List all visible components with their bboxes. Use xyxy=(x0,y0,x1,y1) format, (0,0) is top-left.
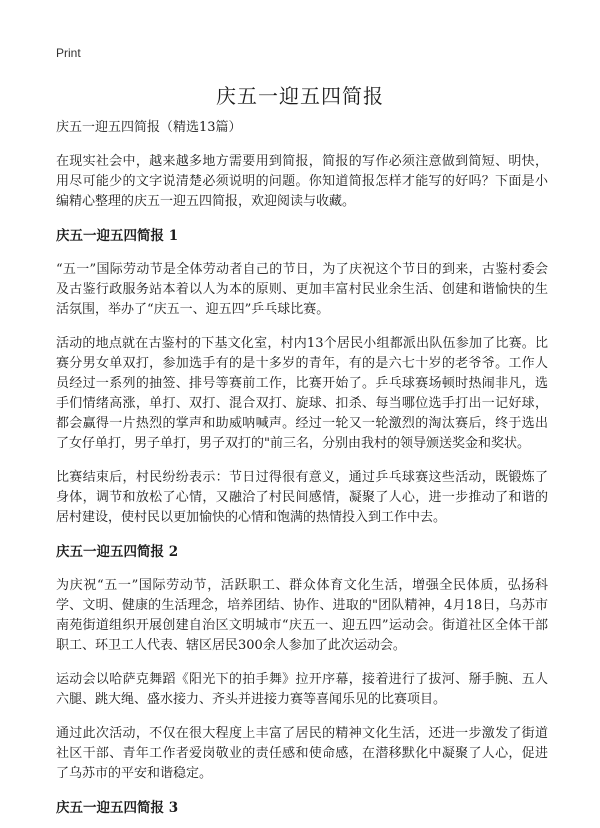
section-paragraph: 比赛结束后，村民纷纷表示：节日过得很有意义，通过乒乓球赛这些活动，既锻炼了身体，调节和放松了心情，又融洽了村民间感情，凝聚了人心，进一步推动了和谐的居村建设，使村民以更加愉快的心情和饱满的热情投入到工作中去。 xyxy=(56,470,548,525)
section-paragraph: 活动的地点就在古鉴村的下基文化室，村内13个居民小组都派出队伍参加了比赛。比赛分男女单双打，参加选手有的是十多岁的青年，有的是六七十岁的老爷爷。工作人员经过一系列的抽签、排号等赛前工作，比赛开始了。乒乓球赛场顿时热闹非凡，选手们情绪高涨，单打、双打、混合双打、旋球、扣杀、每当哪位选手打出一记好球，都会赢得一片热烈的掌声和助威呐喊声。经过一轮又一轮激烈的淘汰赛后，终于选出了女仔单打，男子单打，男子双打的"前三名，分别由我村的领导颁送奖金和奖状。 xyxy=(56,336,548,451)
section-heading: 庆五一迎五四简报 3 xyxy=(56,800,179,816)
print-link[interactable]: Print xyxy=(56,46,81,60)
document-subtitle: 庆五一迎五四简报（精选13篇） xyxy=(56,120,242,135)
section-paragraph: 运动会以哈萨克舞蹈《阳光下的拍手舞》拉开序幕，接着进行了拔河、掰手腕、五人六腿、跳大绳、盛水接力、齐头并进接力赛等喜闻乐见的比赛项目。 xyxy=(56,672,548,707)
section-paragraph: “五一”国际劳动节是全体劳动者自己的节日，为了庆祝这个节日的到来，古鉴村委会及古鉴行政服务站本着以人为本的原则、更加丰富村民业余生活、创建和谐愉快的生活氛围，举办了“庆五一、迎五四”乒乓球比赛。 xyxy=(56,262,548,317)
document-body xyxy=(56,118,548,828)
section-paragraph: 通过此次活动，不仅在很大程度上丰富了居民的精神文化生活，还进一步激发了街道社区干部、青年工作者爱岗敬业的责任感和使命感，在潜移默化中凝聚了人心，促进了乌苏市的平安和谐稳定。 xyxy=(56,726,548,781)
section-paragraph: 为庆祝“五一”国际劳动节，活跃职工、群众体育文化生活，增强全民体质，弘扬科学、文明、健康的生活理念，培养团结、协作、进取的"团队精神，4月18日，乌苏市南苑街道组织开展创建自治区文明城市“庆五一、迎五四”运动会。街道社区全体干部职工、环卫工人代表、辖区居民300余人参加了此次运动会。 xyxy=(56,578,548,653)
section-2 xyxy=(56,542,548,784)
section-heading: 庆五一迎五四简报 1 xyxy=(56,228,179,244)
section-3 xyxy=(56,798,548,818)
page-title: 庆五一迎五四简报 xyxy=(216,84,384,108)
section-1 xyxy=(56,226,548,528)
intro-paragraph: 在现实社会中，越来越多地方需要用到简报，简报的写作必须注意做到简短、明快，用尽可能少的文字说清楚必须说明的问题。你知道简报怎样才能写的好吗？下面是小编精心整理的庆五一迎五四简报，欢迎阅读与收藏。 xyxy=(56,154,548,209)
section-heading: 庆五一迎五四简报 2 xyxy=(56,544,179,560)
